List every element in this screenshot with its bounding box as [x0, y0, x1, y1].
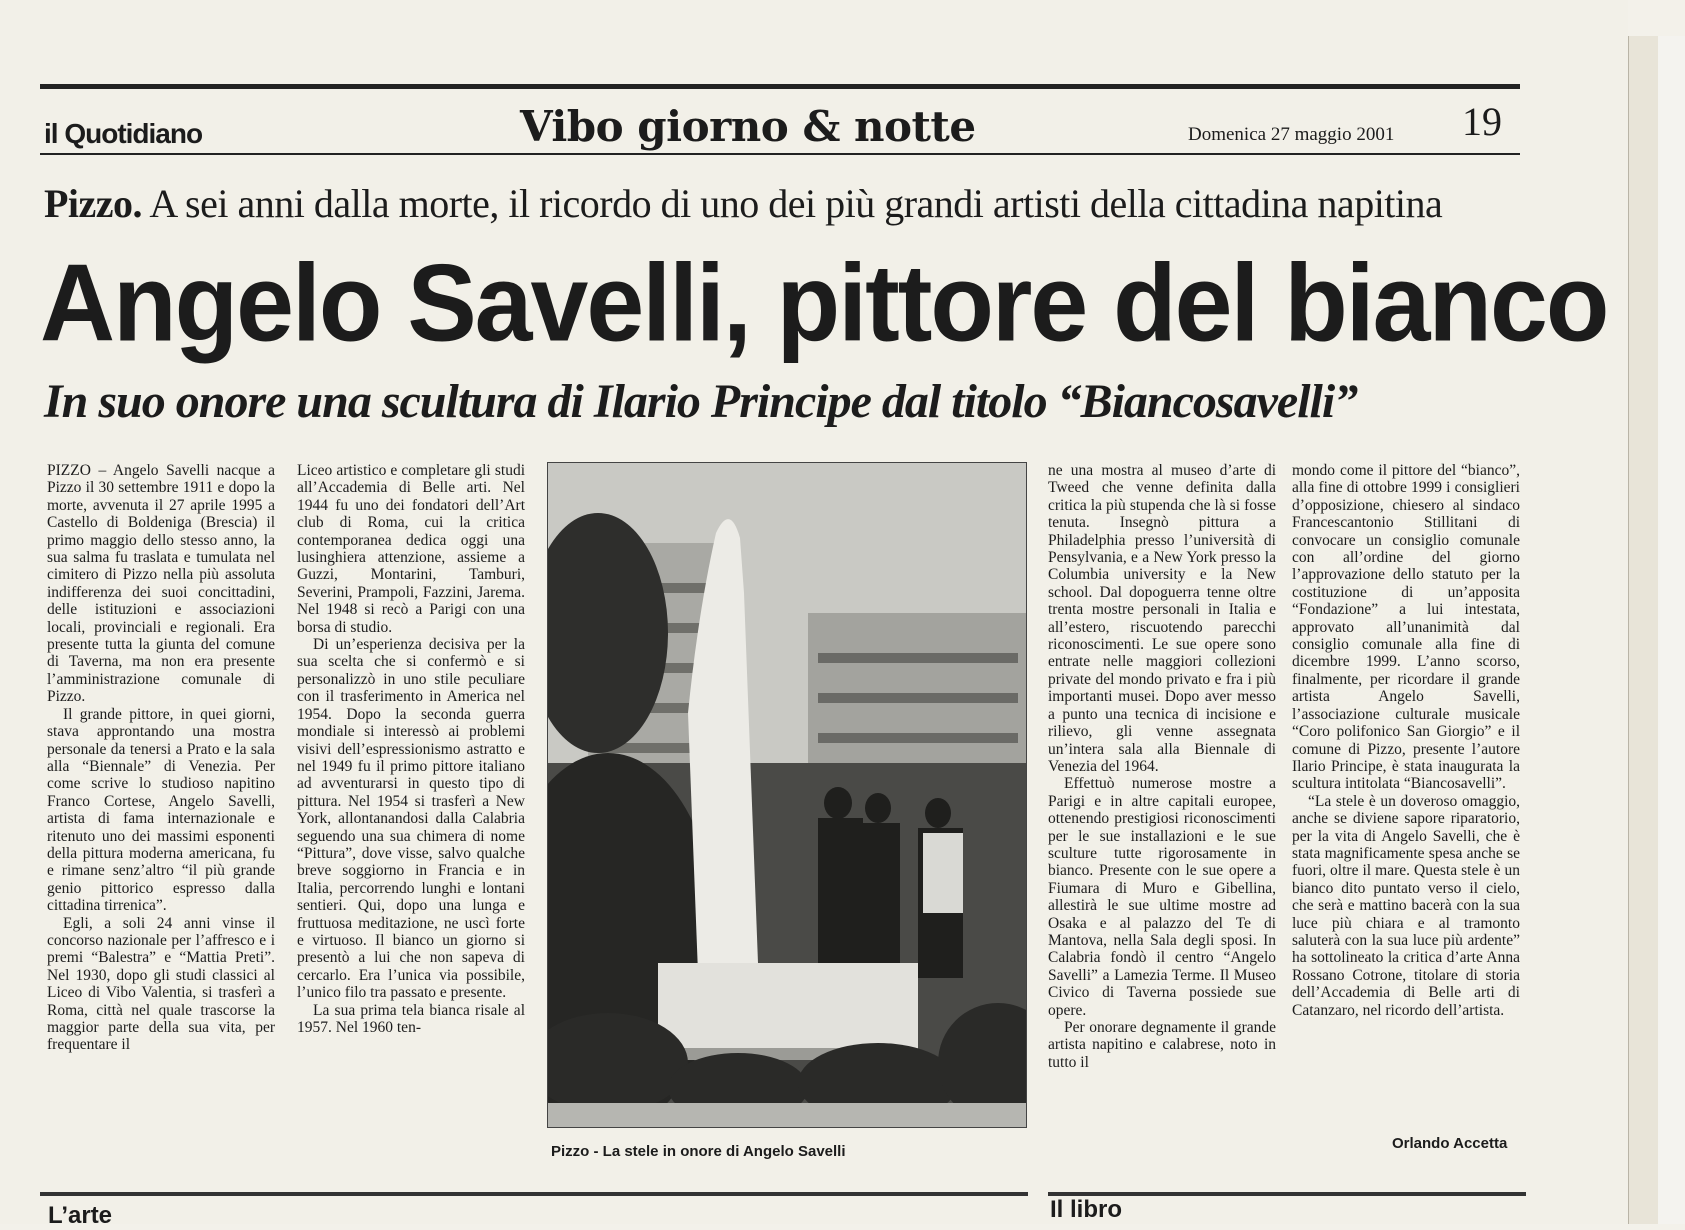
article-column-3: [1048, 462, 1276, 1071]
page-number: 19: [1462, 99, 1502, 144]
footer-section-left: L’arte: [48, 1202, 113, 1229]
stele-photo-illustration: [548, 463, 1026, 1127]
section-title: Vibo giorno & notte: [520, 102, 976, 151]
paragraph: Effettuò numerose mostre a Parigi e in altre capitali europee, ottenendo prestigiosi riconoscimenti per le sue installazioni e le sue sculture tutte rigorosamente in bianco. Presente con le sue opere a Fiumara di Muro e Gibellina, allestirà le sue ultime mostre ad Osaka e al palazzo del Te di Mantova, nella Sala degli sposi. In Calabria fondò il centro “Angelo Savelli” a Lamezia Terme. Il Museo Civico di Taverna possiede sue opere.: [1048, 775, 1276, 1019]
article-column-1: [47, 462, 275, 1054]
footer-rule-left: [40, 1192, 1028, 1196]
article-column-4: [1292, 462, 1520, 1019]
kicker: [44, 180, 1442, 227]
headline: Angelo Savelli, pittore del bianco: [40, 243, 1608, 365]
dateline: Domenica 27 maggio 2001: [1188, 124, 1395, 145]
masthead-top-rule: [40, 84, 1520, 89]
stele-photo: [547, 462, 1027, 1128]
paragraph: “La stele è un doveroso omaggio, anche se diviene sapore riparatorio, per la vita di Angelo Savelli, che è stata magnificamente spesa anche se fuori, oltre il mare. Questa stele è un bianco dito puntato verso il cielo, che serà e mattino bacerà con la sua luce più chiara e al tramonto saluterà con la sua luce più ardente” ha sottolineato la critica d’arte Anna Rossano Cotrone, titolare di storia dell’Accademia di Belle arti di Catanzaro, nel ricordo dell’artista.: [1292, 792, 1520, 1019]
byline: Orlando Accetta: [1392, 1135, 1508, 1152]
article-column-2: [297, 462, 525, 1036]
paragraph: ne una mostra al museo d’arte di Tweed che venne definita dalla critica la più stupenda che là si fosse tenuta. Insegnò pittura a Philadelphia presso l’università di Pensylvania, e a New York presso la Columbia university e la New school. Dal dopoguerra tenne oltre trenta mostre personali in Italia e all’estero, riscuotendo parecchi riconoscimenti. Le sue opere sono entrate nelle maggiori collezioni private del mondo privato e fra i più importanti musei. Dopo aver messo a punto una tecnica di incisione e rilievo, gli venne assegnata un’intera sala alla Biennale di Venezia del 1964.: [1048, 462, 1276, 775]
masthead-bottom-rule: [40, 153, 1520, 155]
kicker-text: A sei anni dalla morte, il ricordo di uno dei più grandi artisti della cittadina napitina: [149, 181, 1443, 226]
paragraph: Per onorare degnamente il grande artista napitino e calabrese, noto in tutto il: [1048, 1019, 1276, 1071]
paragraph: Egli, a soli 24 anni vinse il concorso nazionale per l’affresco e i premi “Balestra” e “Mattia Preti”. Nel 1930, dopo gli studi classici al Liceo di Vibo Valentia, si trasferì a Roma, città nel quale trascorse la maggior parte della sua vita, per frequentare il: [47, 914, 275, 1054]
paragraph: mondo come il pittore del “bianco”, alla fine di ottobre 1999 i consiglieri d’opposizione, chiesero al sindaco Francescantonio Stillitani di convocare un consiglio comunale con all’ordine del giorno l’approvazione dello statuto per la costituzione di un’apposita “Fondazione” a lui intestata, approvato all’unanimità dal consiglio comunale alla fine di dicembre 1999. L’anno scorso, finalmente, per ricordare il grande artista Angelo Savelli, l’associazione culturale musicale “Coro polifonico San Giorgio” e il comune di Pizzo, presente l’autore Ilario Principe, è stata inaugurata la scultura intitolata “Biancosavelli”.: [1292, 462, 1520, 793]
scan-margin: [1658, 36, 1685, 1224]
paragraph: La sua prima tela bianca risale al 1957. Nel 1960 ten-: [297, 1001, 525, 1036]
page-edge: [1628, 36, 1659, 1224]
paragraph: Liceo artistico e completare gli studi all’Accademia di Belle arti. Nel 1944 fu uno dei fondatori dell’Art club di Roma, cui la critica contemporanea dedica oggi una lusinghiera attenzione, assieme a Guzzi, Montarini, Tamburi, Severini, Prampoli, Fazzini, Jarema. Nel 1948 si recò a Parigi con una borsa di studio.: [297, 462, 525, 636]
footer-section-right: Il libro: [1050, 1196, 1122, 1223]
kicker-place: Pizzo.: [44, 181, 143, 226]
paragraph: Di un’esperienza decisiva per la sua scelta che si confermò e si personalizzò in uno stile peculiare con il trasferimento in America nel 1954. Dopo la seconda guerra mondiale si interessò ai problemi visivi dell’espressionismo astratto e nel 1949 fu il primo pittore italiano ad avventurarsi in questo tipo di pittura. Nel 1954 si trasferì a New York, allontanandosi dalla Calabria seguendo una sua chimera di nome “Pittura”, dove visse, salvo qualche breve soggiorno in Francia e in Italia, percorrendo lunghi e lontani sentieri. Qui, dopo una lunga e fruttuosa meditazione, ne uscì forte e virtuoso. Il bianco un giorno si presentò a lui che non sapeva di cercarlo. Era l’unica via possibile, l’unico filo tra passato e presente.: [297, 636, 525, 1002]
paragraph: Il grande pittore, in quei giorni, stava approntando una mostra personale da tenersi a Prato e la sala alla “Biennale” di Venezia. Per come scrive lo studioso napitino Franco Cortese, Angelo Savelli, artista di fama internazionale e ritenuto uno dei massimi esponenti della pittura moderna americana, fu e rimane senz’altro “il più grande genio pittorico espresso dalla cittadina tirrenica”.: [47, 705, 275, 915]
subheadline: In suo onore una scultura di Ilario Principe dal titolo “Biancosavelli”: [44, 375, 1358, 428]
photo-caption: Pizzo - La stele in onore di Angelo Savelli: [551, 1143, 846, 1160]
newspaper-logo: il Quotidiano: [44, 118, 203, 149]
paragraph: PIZZO – Angelo Savelli nacque a Pizzo il 30 settembre 1911 e dopo la morte, avvenuta il 27 aprile 1995 a Castello di Boldeniga (Brescia) il primo maggio dello stesso anno, la sua salma fu traslata e tumulata nel cimitero di Pizzo nella più assoluta indifferenza dei suoi concittadini, delle istituzioni e associazioni locali, provinciali e regionali. Era presente tutta la giunta del comune di Taverna, ma non era presente l’amministrazione comunale di Pizzo.: [47, 462, 275, 706]
